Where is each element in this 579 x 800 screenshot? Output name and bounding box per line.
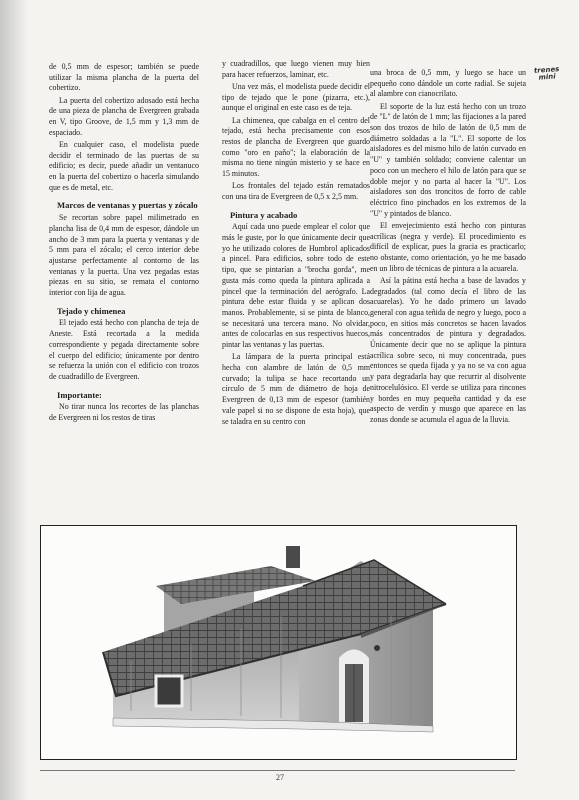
paragraph: En cualquier caso, el modelista puede decidir el terminado de las puertas de su edificio; es decir, puede añadir un ventanuco en la puerta del cobertizo o hacerla simulando que es de metal, etc.: [49, 139, 199, 192]
paragraph: Aquí cada uno puede emplear el color que más le guste, por lo que únicamente decir que yo he utilizado colores de Humbrol aplicados a pincel. Para edificios, sobre todo de este tipo, que se pintarían a "brocha gorda", me gusta más como queda la pintura aplicada a pincel que la terminación del aerógrafo. La pintura debe estar fluida y se aplican dos manos. Probablemente, si se pinta de blanco, se necesitará una tercera mano. No olvidar, antes de colocarlas en sus respectivos huecos, pintar las ventanas y las puertas.: [222, 222, 370, 350]
paragraph: La lámpara de la puerta principal está hecha con alambre de latón de 0,5 mm curvado; la tulipa se hace recortando un círculo de 5 mm de diámetro de hoja de Evergreen de 0,13 mm de espesor (también vale papel si no se dispone de esta hoja), que se taladra en su centro con: [222, 352, 370, 426]
section-heading: Pintura y acabado: [230, 209, 298, 220]
paragraph: El tejado está hecho con plancha de teja de Aneste. Está recortada a la medida correspondiente y pegada directamente sobre el cuerpo del edificio; únicamente por dentro se refuerza la unión con el edificio con trozos de cuadradillo de Evergreen.: [49, 318, 199, 381]
text-column-3: [370, 68, 526, 427]
paragraph: No tirar nunca los recortes de las planchas de Evergreen ni los restos de tiras: [49, 402, 199, 423]
logo-line-2: mini: [538, 72, 556, 82]
lamp: [374, 645, 380, 651]
paragraph: El envejecimiento está hecho con pinturas acrílicas (negra y verde). El procedimiento es difícil de explicar, pues la gracia es practicarlo; no obstante, como orientación, yo he me basado en un libro de técnicas de pintura a la acuarela.: [370, 220, 526, 273]
paragraph: La puerta del cobertizo adosado está hecha de una pieza de plancha de Evergreen grabada en V, tipo Groove, de 1,5 mm y 1,3 mm de espaciado.: [49, 95, 199, 137]
paragraph: Se recortan sobre papel milimetrado en plancha lisa de 0,4 mm de espesor, dándole un ancho de 3 mm para la puerta y ventanas y de 5 mm para el zócalo; el cerco interior debe ajustarse perfectamente al contorno de las ventanas y la puerta. Una vez pegadas estas piezas en su sitio, se remata el contorno interior con lija de agua.: [49, 213, 199, 298]
section-heading: Tejado y chimenea: [57, 305, 126, 316]
text-column-2: [222, 59, 370, 429]
logo-line-1: trenes: [533, 65, 560, 75]
section-heading: Marcos de ventanas y puertas y zócalo: [57, 200, 198, 211]
building-illustration: [41, 526, 516, 759]
paragraph: y cuadradillos, que luego vienen muy bien para hacer refuerzos, laminar, etc.: [222, 59, 370, 79]
building-model-photo: [40, 525, 517, 760]
chimney: [286, 546, 300, 568]
paragraph: La chimenea, que cabalga en el centro del tejado, está hecha precisamente con esos restos de plancha de Evergreen que guardo como "oro en paño"; la elaboración de la misma no tiene ningún misterio y se hace en 15 minutos.: [222, 115, 370, 179]
magazine-logo: [526, 66, 567, 85]
paragraph: Los frontales del tejado están rematados con una tira de Evergreen de 0,5 x 2,5 mm.: [222, 181, 370, 201]
footer-rule: [40, 770, 515, 771]
paragraph: de 0,5 mm de espesor; también se puede utilizar la misma plancha de la puerta del cobertizo.: [49, 62, 199, 93]
paragraph: una broca de 0,5 mm, y luego se hace un pequeño cono dándole un corte radial. Se sujeta al alambre con cianocrilato.: [370, 68, 526, 99]
text-column-1: [49, 62, 199, 425]
page-binding-shadow: [0, 0, 28, 800]
page-number: 27: [276, 773, 284, 782]
paragraph: Así la pátina está hecha a base de lavados y degradados (tal como decía el libro de las acuarelas). Yo he dado primero un lavado general con agua teñida de negro y luego, poco a poco, en sitios más concretos se hacen lavados más concentrados de pintura y degradados. Únicamente decir que no se aplique la pintura acrílica sobre seco, ni muy concentrada, pues entonces se queda fijada y ya no se va con agua y para degradarla hay que recurrir al disolvente nitrocelulósico. El verde se utiliza para rincones y bordes en muy pequeña cantidad y da ese aspecto de verdín y musgo que aparece en las zonas donde se acumula el agua de la lluvia.: [370, 275, 526, 424]
section-heading: Importante:: [57, 389, 102, 400]
paragraph: El soporte de la luz está hecho con un trozo de "L" de latón de 1 mm; las fijaciones a la pared son dos trozos de hilo de latón de 0,5 mm de diámetro soldadas a la "L". El soporte de los aisladores es del mismo hilo de latón curvado en "U" y también soldado; conviene calentar un poco con un mechero el hilo de latón para que se doble mejor y no parta al hacer la "U". Los aisladores son dos troncitos de forro de cable eléctrico fino pinchados en los extremos de la "U" y pintados de blanco.: [370, 101, 526, 218]
window: [156, 676, 182, 706]
paragraph: Una vez más, el modelista puede decidir el tipo de tejado que le pone (pizarra, etc.), aunque el original en este caso es de teja.: [222, 81, 370, 113]
